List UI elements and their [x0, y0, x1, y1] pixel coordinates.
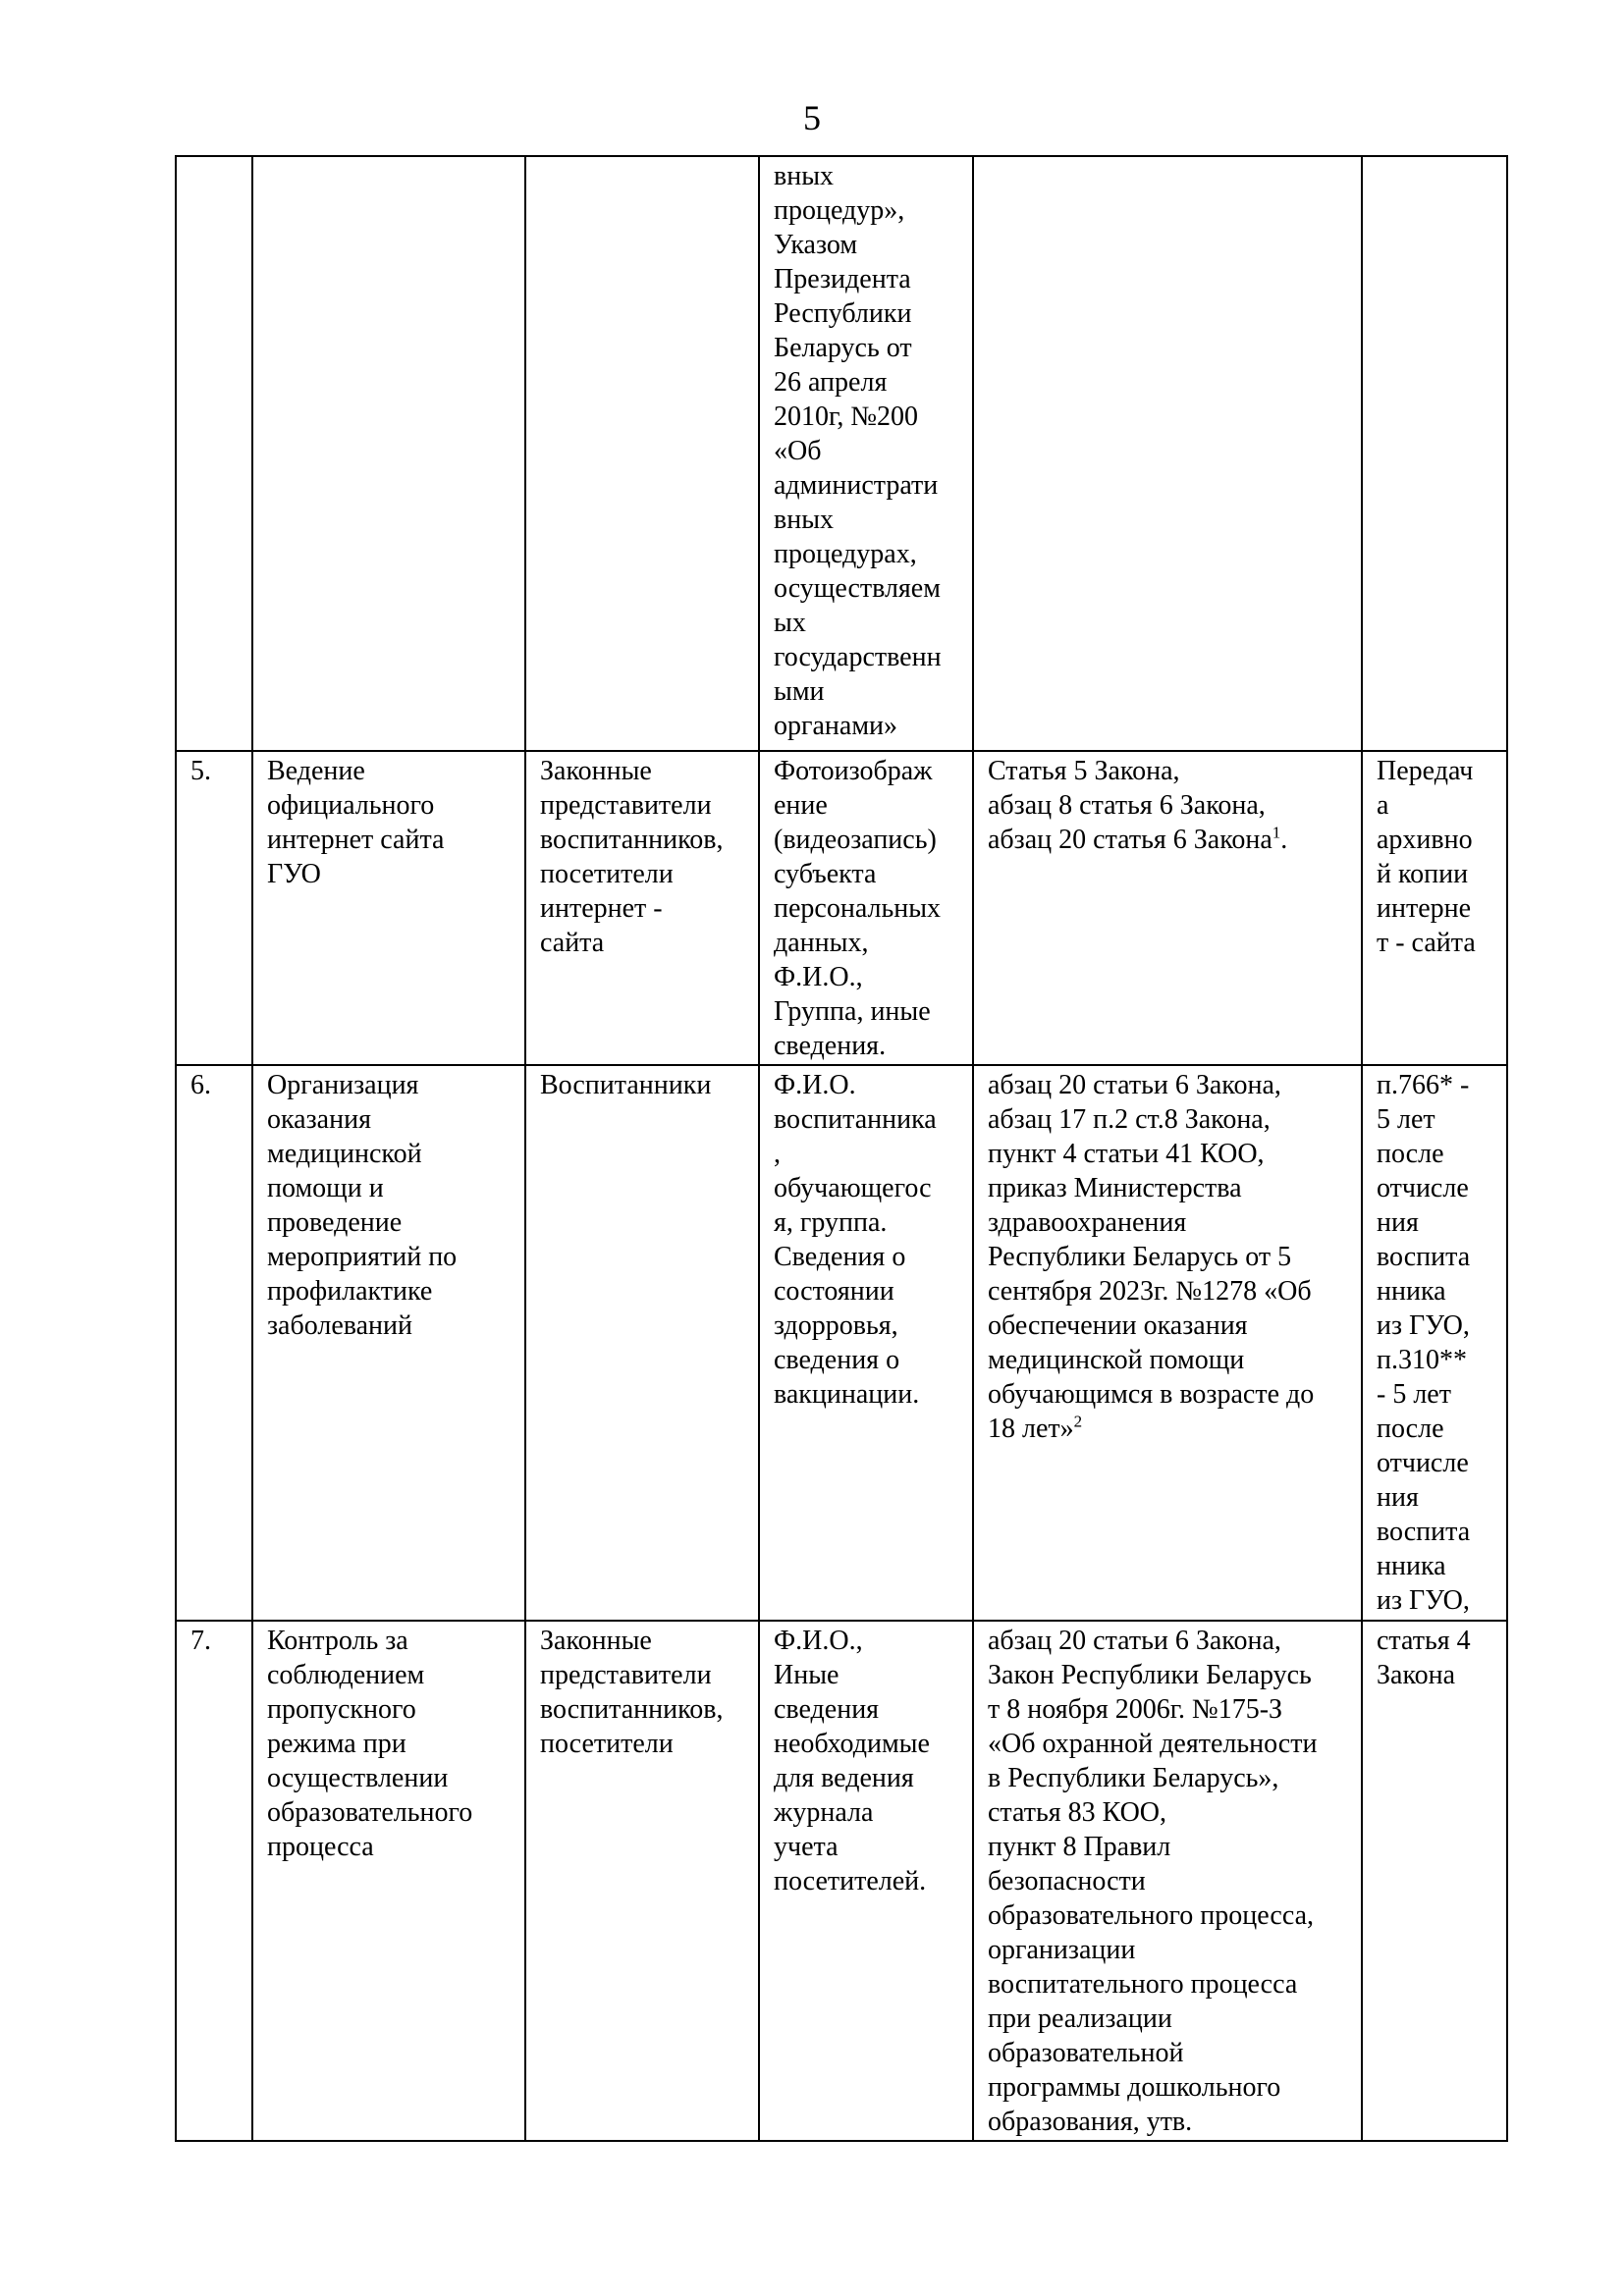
retention-term-cell: п.766* - 5 лет после отчисле ния воспита нника из ГУО, п.310** - 5 лет после отчисле ния воспита нника из ГУО, — [1362, 1065, 1507, 1621]
legal-basis-cell — [973, 156, 1362, 751]
retention-term-cell: Передач а архивно й копии интерне т - сайта — [1362, 751, 1507, 1065]
row-number-cell — [176, 156, 252, 751]
data-subjects-cell: Воспитанники — [525, 1065, 759, 1621]
personal-data-cell: вных процедур», Указом Президента Республики Беларусь от 26 апреля 2010г, №200 «Об администрати вных процедурах, осуществляем ых государственн ыми органами» — [759, 156, 973, 751]
row-number-cell: 6. — [176, 1065, 252, 1621]
table-row — [176, 156, 1507, 751]
legal-basis-cell: абзац 20 статьи 6 Закона, Закон Республики Беларусь т 8 ноября 2006г. №175-З «Об охранной деятельности в Республики Беларусь», статья 83 КОО, пункт 8 Правил безопасности образовательного процесса, организации воспитательного процесса при реализации образовательной программы дошкольного образования, утв. — [973, 1621, 1362, 2141]
table-row — [176, 751, 1507, 1065]
page-number: 5 — [803, 98, 821, 137]
processing-purpose-cell: Ведение официального интернет сайта ГУО — [252, 751, 525, 1065]
row-number-cell: 7. — [176, 1621, 252, 2141]
data-subjects-cell: Законные представители воспитанников, посетители интернет - сайта — [525, 751, 759, 1065]
legal-basis-cell: абзац 20 статьи 6 Закона, абзац 17 п.2 ст.8 Закона, пункт 4 статьи 41 КОО, приказ Министерства здравоохранения Республики Беларусь от 5 сентября 2023г. №1278 «Об обеспечении оказания медицинской помощи обучающимся в возрасте до 18 лет»$^2$ — [973, 1065, 1362, 1621]
retention-term-cell — [1362, 156, 1507, 751]
retention-term-cell: статья 4 Закона — [1362, 1621, 1507, 2141]
table-row — [176, 1621, 1507, 2141]
row-number-cell: 5. — [176, 751, 252, 1065]
data-subjects-cell — [525, 156, 759, 751]
processing-purpose-cell: Контроль за соблюдением пропускного режима при осуществлении образовательного процесса — [252, 1621, 525, 2141]
personal-data-processing-table — [175, 155, 1508, 2142]
processing-purpose-cell — [252, 156, 525, 751]
table-row — [176, 1065, 1507, 1621]
personal-data-cell: Ф.И.О., Иные сведения необходимые для ведения журнала учета посетителей. — [759, 1621, 973, 2141]
legal-basis-cell: Статья 5 Закона, абзац 8 статья 6 Закона, абзац 20 статья 6 Закона$^1$. — [973, 751, 1362, 1065]
personal-data-cell: Фотоизображ ение (видеозапись) субъекта персональных данных, Ф.И.О., Группа, иные сведения. — [759, 751, 973, 1065]
processing-purpose-cell: Организация оказания медицинской помощи и проведение мероприятий по профилактике заболеваний — [252, 1065, 525, 1621]
personal-data-cell: Ф.И.О. воспитанника , обучающегос я, группа. Сведения о состоянии здорровья, сведения о вакцинации. — [759, 1065, 973, 1621]
data-subjects-cell: Законные представители воспитанников, посетители — [525, 1621, 759, 2141]
